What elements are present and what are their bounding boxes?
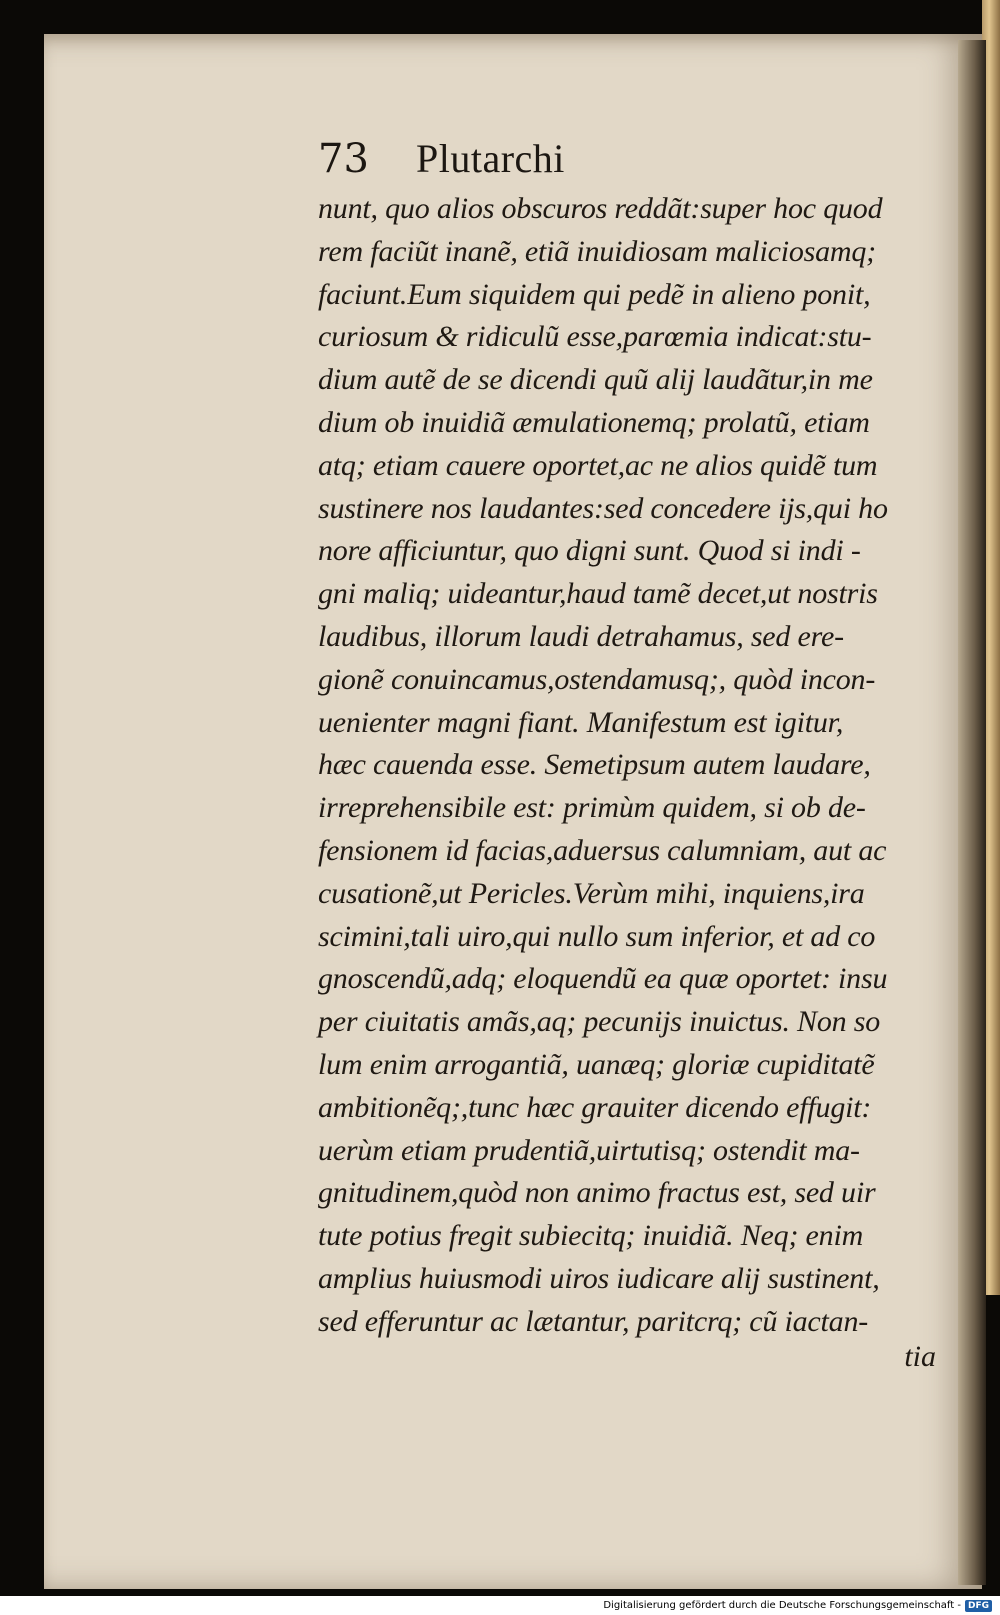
- footer-credit: Digitalisierung gefördert durch die Deutsche Forschungsgemeinschaft -: [603, 1600, 961, 1611]
- text-line: per ciuitatis amãs,aq; pecunijs inuictus. Non so: [318, 1005, 881, 1039]
- text-line: atq; etiam cauere oportet,ac ne alios quidẽ tum: [318, 448, 878, 482]
- text-line: nore afficiuntur, quo digni sunt. Quod si indi -: [318, 534, 861, 568]
- text-line: faciunt.Eum siquidem qui pedẽ in alieno ponit,: [318, 277, 871, 311]
- text-line: uenienter magni fiant. Manifestum est igitur,: [318, 705, 844, 739]
- body-text: [318, 188, 958, 1344]
- text-line: amplius huiusmodi uiros iudicare alij sustinent,: [318, 1261, 880, 1295]
- text-line: fensionem id facias,aduersus calumniam, aut ac: [318, 833, 887, 867]
- text-line: sustinere nos laudantes:sed concedere ijs,qui ho: [318, 491, 888, 525]
- text-line: dium autẽ de se dicendi quũ alij laudãtur,in me: [318, 363, 873, 397]
- text-line: dium ob inuidiã æmulationemq; prolatũ, etiam: [318, 405, 870, 439]
- dfg-logo: DFG: [965, 1600, 992, 1612]
- text-line: cusationẽ,ut Pericles.Verùm mihi, inquiens,ira: [318, 876, 865, 910]
- text-line: sed efferuntur ac lætantur, paritcrq; cũ iactan-: [318, 1304, 869, 1338]
- running-head: Plutarchi: [416, 136, 565, 181]
- text-line: curiosum & ridiculũ esse,parœmia indicat:stu-: [318, 320, 872, 354]
- footer-bar: [0, 1596, 1000, 1615]
- text-block: [318, 118, 958, 1374]
- text-line: hæc cauenda esse. Semetipsum autem laudare,: [318, 748, 871, 782]
- text-line: lum enim arrogantiã, uanæq; gloriæ cupiditatẽ: [318, 1047, 875, 1081]
- text-line: nunt, quo alios obscuros reddãt:super hoc quod: [318, 192, 883, 225]
- page-edge-shadow: [958, 40, 986, 1585]
- page-number: 73: [318, 136, 369, 182]
- text-line: gni maliq; uideantur,haud tamẽ decet,ut nostris: [318, 577, 878, 611]
- page-header: [318, 118, 958, 182]
- text-line: scimini,tali uiro,qui nullo sum inferior, et ad co: [318, 919, 876, 953]
- catchword: tia: [904, 1339, 936, 1373]
- text-line: uerùm etiam prudentiã,uirtutisq; ostendit ma-: [318, 1133, 860, 1167]
- text-line: ambitionẽq;,tunc hæc grauiter dicendo effugit:: [318, 1090, 872, 1124]
- text-line: irreprehensibile est: primùm quidem, si ob de-: [318, 791, 866, 825]
- text-line: laudibus, illorum laudi detrahamus, sed ere-: [318, 619, 844, 653]
- text-line: tute potius fregit subiecitq; inuidiã. Neq; enim: [318, 1219, 864, 1253]
- text-line: rem faciũt inanẽ, etiã inuidiosam maliciosamq;: [318, 234, 876, 268]
- text-line: gnoscendũ,adq; eloquendũ ea quæ oportet: insu: [318, 962, 888, 996]
- text-line: gionẽ conuincamus,ostendamusq;, quòd incon-: [318, 662, 876, 696]
- text-line: gnitudinem,quòd non animo fractus est, sed uir: [318, 1176, 876, 1210]
